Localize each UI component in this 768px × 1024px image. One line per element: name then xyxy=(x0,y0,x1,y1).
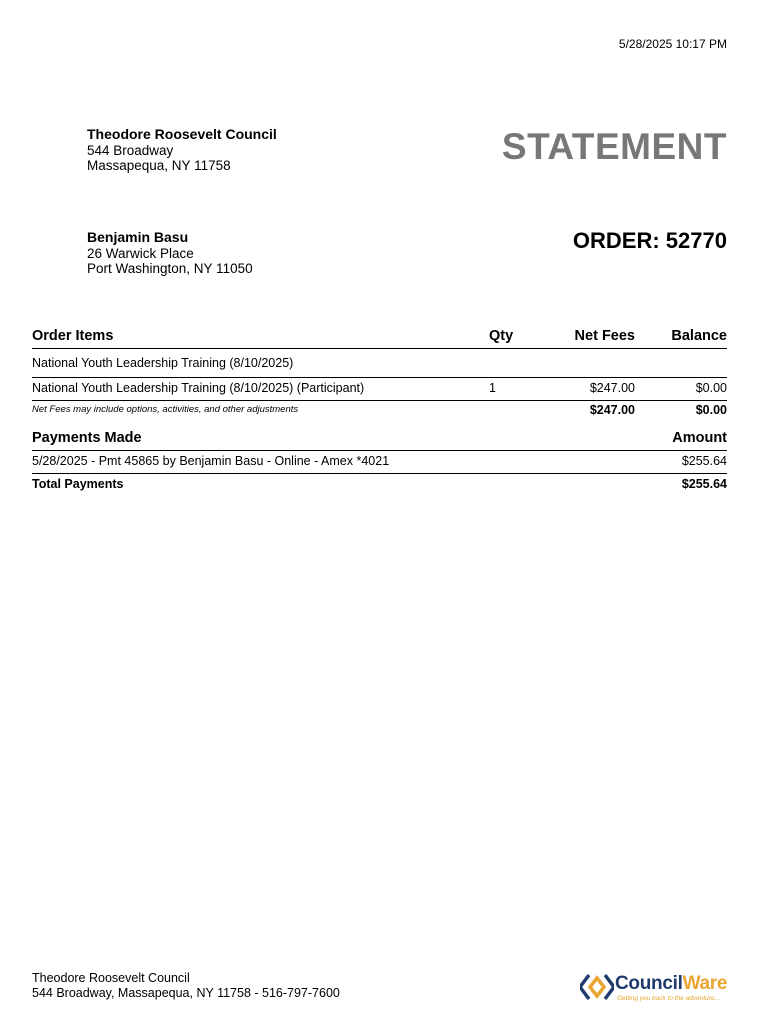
footer-line1: Theodore Roosevelt Council xyxy=(32,971,190,985)
logo-tagline: Getting you back to the adventure... xyxy=(617,995,720,1002)
order-items-total-row xyxy=(32,401,727,423)
payments-total-row xyxy=(32,474,727,496)
payment-amount: $255.64 xyxy=(681,454,727,468)
organization-name: Theodore Roosevelt Council xyxy=(87,126,277,142)
customer-address-block xyxy=(87,230,253,277)
customer-name: Benjamin Basu xyxy=(87,229,189,245)
header-amount: Amount xyxy=(672,430,727,446)
councilware-logo-icon xyxy=(580,973,614,1001)
document-title: STATEMENT xyxy=(501,126,727,167)
order-item-balance: $0.00 xyxy=(695,381,727,395)
logo-wordmark xyxy=(615,973,727,995)
header-net-fees: Net Fees xyxy=(574,328,635,344)
organization-address-block xyxy=(87,127,277,174)
customer-address-line2: Port Washington, NY 11050 xyxy=(87,261,253,276)
footer-line2: 544 Broadway, Massapequa, NY 11758 - 516-797-7600 xyxy=(32,986,340,1000)
order-item-group-row xyxy=(32,349,727,378)
customer-address-line1: 26 Warwick Place xyxy=(87,245,194,261)
order-item-description: National Youth Leadership Training (8/10/2025) (Participant) xyxy=(32,381,365,395)
header-payments-made: Payments Made xyxy=(32,430,142,446)
organization-address-line2: Massapequa, NY 11758 xyxy=(87,158,231,173)
order-item-net-fees: $247.00 xyxy=(589,381,635,395)
order-items-table xyxy=(32,328,727,423)
total-balance: $0.00 xyxy=(695,403,727,417)
order-item-qty: 1 xyxy=(489,381,496,395)
logo-brand-part1: Council xyxy=(615,973,683,994)
total-payments-amount: $255.64 xyxy=(681,477,727,491)
table-row xyxy=(32,378,727,401)
order-items-header xyxy=(32,328,727,349)
table-row xyxy=(32,451,727,474)
organization-address-line1: 544 Broadway xyxy=(87,142,174,158)
order-item-group-title: National Youth Leadership Training (8/10/2025) xyxy=(32,356,294,370)
print-timestamp: 5/28/2025 10:17 PM xyxy=(618,37,727,51)
net-fees-note: Net Fees may include options, activities, and other adjustments xyxy=(32,404,299,415)
order-number: ORDER: 52770 xyxy=(572,228,727,253)
footer-address xyxy=(32,971,340,1001)
header-qty: Qty xyxy=(489,328,514,344)
payments-table xyxy=(32,430,727,496)
total-payments-label: Total Payments xyxy=(32,477,124,491)
councilware-logo xyxy=(580,971,732,1007)
payments-header xyxy=(32,430,727,451)
logo-brand-part2: Ware xyxy=(682,973,728,994)
header-balance: Balance xyxy=(671,328,727,344)
payment-description: 5/28/2025 - Pmt 45865 by Benjamin Basu - Online - Amex *4021 xyxy=(32,454,390,468)
total-net-fees: $247.00 xyxy=(589,403,635,417)
header-order-items: Order Items xyxy=(32,328,114,344)
